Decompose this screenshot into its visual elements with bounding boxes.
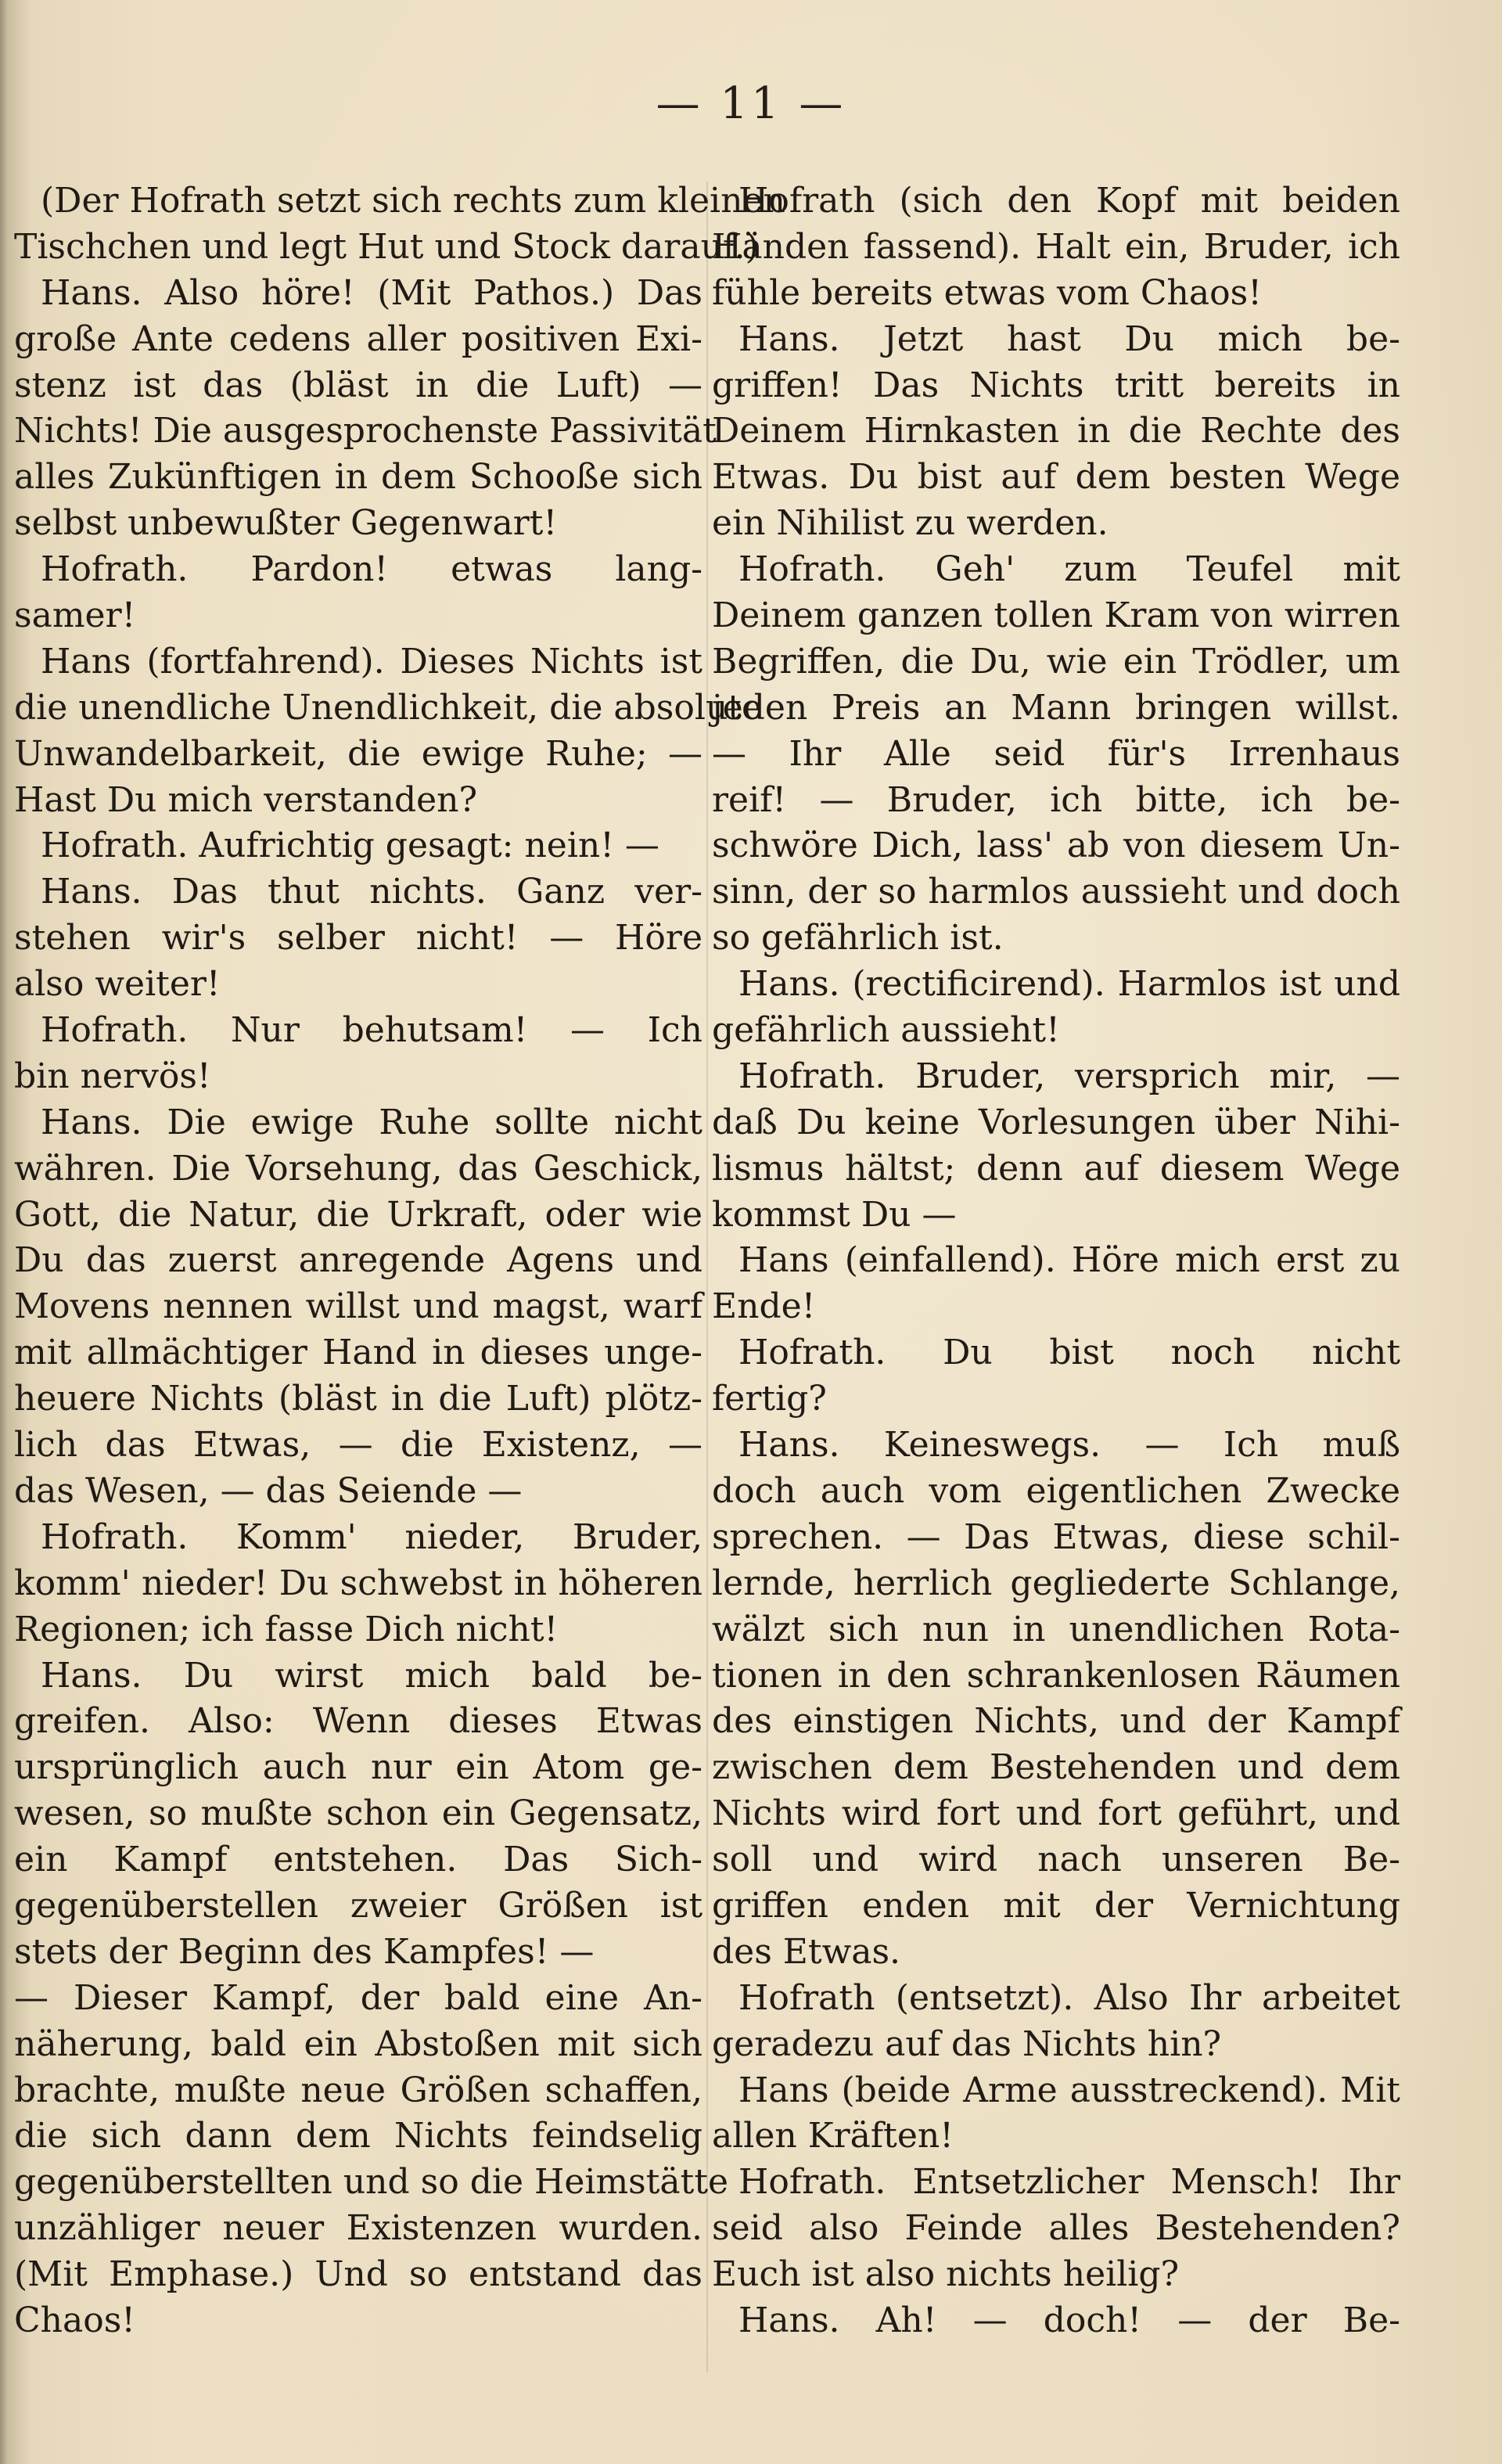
text-line: Deinem ganzen tollen Kram von wirren [712,595,1400,636]
text-line: Hast Du mich verstanden? [14,779,478,820]
text-line: fertig? [712,1379,827,1419]
text-line: währen. Die Vorsehung, das Geschick, [14,1148,702,1189]
text-line: (Mit Emphase.) Und so entstand das [14,2254,702,2295]
text-line: soll und wird nach unseren Be- [712,1840,1400,1880]
text-line: seid also Feinde alles Bestehenden? [712,2208,1400,2249]
text-line: Hans. Also höre! (Mit Pathos.) Das [41,272,702,313]
column-divider [706,182,708,2372]
text-line: Hans. Ah! — doch! — der Be- [738,2300,1400,2340]
text-line: — Dieser Kampf, der bald eine An- [14,1977,702,2018]
page-number: — 11 — [656,78,846,129]
text-line: Nichts wird fort und fort geführt, und [712,1793,1400,1834]
text-line: lich das Etwas, — die Existenz, — [14,1425,702,1466]
text-line: zwischen dem Bestehenden und dem [712,1747,1400,1788]
text-line: kommst Du — [712,1194,957,1235]
text-line: Hofrath (sich den Kopf mit beiden [738,181,1400,221]
text-line: Hans. (rectificirend). Harmlos ist und [738,964,1400,1005]
text-line: sprechen. — Das Etwas, diese schil- [712,1516,1400,1557]
text-line: griffen! Das Nichts tritt bereits in [712,365,1400,405]
text-line: lernde, herrlich gegliederte Schlange, [712,1563,1400,1603]
text-line: lismus hältst; denn auf diesem Wege [712,1148,1400,1189]
text-line: Hofrath. Geh' zum Teufel mit [738,549,1400,590]
text-line: geradezu auf das Nichts hin? [712,2023,1222,2064]
text-line: Hans (fortfahrend). Dieses Nichts ist [41,641,702,682]
text-line: Etwas. Du bist auf dem besten Wege [712,457,1400,498]
text-line: Hans. Jetzt hast Du mich be- [738,318,1400,359]
text-line: sinn, der so harmlos aussieht und doch [712,872,1400,912]
text-line: mit allmächtiger Hand in dieses unge- [14,1333,702,1373]
text-line: allen Kräften! [712,2116,954,2156]
text-line: brachte, mußte neue Größen schaffen, [14,2070,702,2110]
text-line: Nichts! Die ausgesprochenste Passivität [14,411,717,451]
text-line: so gefährlich ist. [712,918,1004,959]
text-line: Hofrath. Bruder, versprich mir, — [738,1056,1400,1096]
text-line: tionen in den schrankenlosen Räumen [712,1655,1400,1696]
text-line: daß Du keine Vorlesungen über Nihi- [712,1102,1400,1142]
text-line: Hofrath. Nur behutsam! — Ich [41,1010,702,1051]
text-line: heuere Nichts (bläst in die Luft) plötz- [14,1379,702,1419]
text-line: bin nervös! [14,1056,211,1096]
text-line: des Etwas. [712,1931,901,1972]
text-line: — Ihr Alle seid für's Irrenhaus [712,733,1400,774]
text-line: Ende! [712,1286,816,1327]
text-line: Gott, die Natur, die Urkraft, oder wie [14,1194,702,1235]
text-line: alles Zukünftigen in dem Schooße sich [14,457,702,498]
right-column [712,178,1400,2344]
text-line: Regionen; ich fasse Dich nicht! [14,1609,559,1649]
text-line: unzähliger neuer Existenzen wurden. [14,2208,702,2249]
text-line: also weiter! [14,964,221,1005]
text-line: selbst unbewußter Gegenwart! [14,503,558,544]
text-line: Hofrath. Du bist noch nicht [738,1333,1400,1373]
text-line: wälzt sich nun in unendlichen Rota- [712,1609,1400,1649]
text-line: Begriffen, die Du, wie ein Trödler, um [712,641,1400,682]
text-line: Hans. Keineswegs. — Ich muß [738,1425,1400,1466]
text-line: Hofrath. Entsetzlicher Mensch! Ihr [738,2162,1400,2203]
text-line: gegenüberstellten und so die Heimstätte [14,2162,729,2203]
text-line: Hans. Die ewige Ruhe sollte nicht [41,1102,702,1142]
text-line: Chaos! [14,2300,135,2340]
text-line: Unwandelbarkeit, die ewige Ruhe; — [14,733,702,774]
text-line: die sich dann dem Nichts feindselig [14,2116,702,2156]
text-line: Hofrath. Komm' nieder, Bruder, [41,1516,702,1557]
text-line: doch auch vom eigentlichen Zwecke [712,1470,1400,1511]
text-line: ein Nihilist zu werden. [712,503,1109,544]
text-line: Du das zuerst anregende Agens und [14,1240,702,1281]
text-line: gefährlich aussieht! [712,1010,1060,1051]
text-line: Hans. Das thut nichts. Ganz ver- [41,872,702,912]
text-line: greifen. Also: Wenn dieses Etwas [14,1701,702,1742]
text-line: Euch ist also nichts heilig? [712,2254,1180,2295]
text-line: Hofrath. Aufrichtig gesagt: nein! — [41,826,659,866]
text-line: Deinem Hirnkasten in die Rechte des [712,411,1400,451]
text-line: jeden Preis an Mann bringen willst. [712,687,1400,728]
text-line: komm' nieder! Du schwebst in höheren [14,1563,702,1603]
text-line: die unendliche Unendlichkeit, die absolute [14,687,763,728]
text-line: schwöre Dich, lass' ab von diesem Un- [712,826,1400,866]
text-line: des einstigen Nichts, und der Kampf [712,1701,1400,1742]
text-line: Hofrath (entsetzt). Also Ihr arbeitet [738,1977,1400,2018]
text-line: stehen wir's selber nicht! — Höre [14,918,702,959]
text-line: stenz ist das (bläst in die Luft) — [14,365,702,405]
text-line: ursprünglich auch nur ein Atom ge- [14,1747,702,1788]
text-line: näherung, bald ein Abstoßen mit sich [14,2023,702,2064]
text-line: Hofrath. Pardon! etwas lang- [41,549,702,590]
text-line: Händen fassend). Halt ein, Bruder, ich [712,226,1400,267]
text-line: griffen enden mit der Vernichtung [712,1885,1400,1926]
text-line: ein Kampf entstehen. Das Sich- [14,1840,702,1880]
text-line: samer! [14,595,136,636]
text-line: große Ante cedens aller positiven Exi- [14,318,702,359]
text-line: (Der Hofrath setzt sich rechts zum kleinen [41,181,785,221]
text-line: wesen, so mußte schon ein Gegensatz, [14,1793,702,1834]
text-line: Tischchen und legt Hut und Stock darauf.) [14,226,759,267]
text-line: Hans (einfallend). Höre mich erst zu [738,1240,1400,1281]
text-line: Hans (beide Arme ausstreckend). Mit [738,2070,1400,2110]
text-line: stets der Beginn des Kampfes! — [14,1931,595,1972]
text-line: Movens nennen willst und magst, warf [14,1286,702,1327]
text-line: gegenüberstellen zweier Größen ist [14,1885,702,1926]
text-line: fühle bereits etwas vom Chaos! [712,272,1262,313]
text-line: das Wesen, — das Seiende — [14,1470,523,1511]
text-line: reif! — Bruder, ich bitte, ich be- [712,779,1400,820]
text-line: Hans. Du wirst mich bald be- [41,1655,702,1696]
